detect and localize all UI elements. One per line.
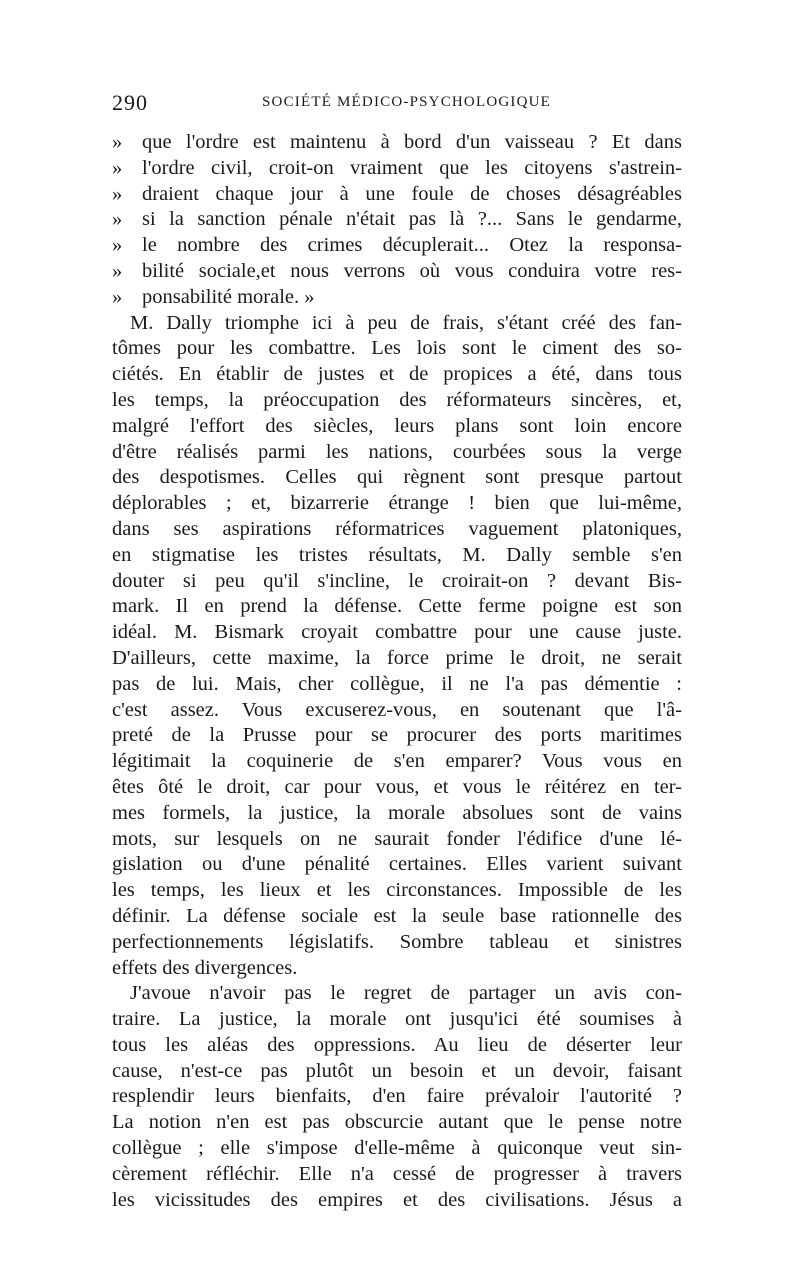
quote-mark: » (112, 259, 123, 282)
line-text: M. Dally triomphe ici à peu de frais, s'étant créé des fan- (130, 311, 682, 334)
line-text: effets des divergences. (112, 956, 298, 979)
text-line (112, 1136, 682, 1162)
text-line (112, 801, 682, 827)
line-text: pas de lui. Mais, cher collègue, il ne l'a pas démentie : (112, 672, 682, 695)
text-line (112, 930, 682, 956)
page-number: 290 (112, 90, 148, 115)
line-text: cause, n'est-ce pas plutôt un besoin et un devoir, faisant (112, 1059, 682, 1082)
quote-mark: » (112, 131, 123, 153)
line-text: mots, sur lesquels on ne saurait fonder l'édifice d'une lé- (112, 827, 682, 850)
line-text: resplendir leurs bienfaits, d'en faire prévaloir l'autorité ? (112, 1085, 682, 1108)
text-line (112, 156, 682, 182)
text-line (112, 414, 682, 440)
text-line (112, 233, 682, 259)
text-line (112, 775, 682, 801)
quote-mark: » (112, 208, 123, 231)
line-text: définir. La défense sociale est la seule base rationnelle des (112, 904, 682, 927)
body-text (112, 130, 682, 1213)
text-line (112, 543, 682, 569)
text-line (112, 465, 682, 491)
text-line (112, 491, 682, 517)
text-line (112, 723, 682, 749)
line-text: malgré l'effort des siècles, leurs plans sont loin encore (112, 414, 682, 437)
line-text: que l'ordre est maintenu à bord d'un vaisseau ? Et dans (142, 131, 682, 153)
line-text: preté de la Prusse pour se procurer des ports maritimes (112, 724, 682, 747)
text-line (112, 904, 682, 930)
line-text: douter si peu qu'il s'incline, le croirait-on ? devant Bis- (112, 569, 682, 592)
line-text: les temps, les lieux et les circonstances. Impossible de les (112, 879, 682, 902)
text-line (112, 517, 682, 543)
line-text: légitimait la coquinerie de s'en emparer? Vous vous en (112, 750, 682, 773)
text-line (112, 207, 682, 233)
line-text: des despotismes. Celles qui règnent sont presque partout (112, 466, 682, 489)
line-text: c'est assez. Vous excuserez-vous, en soutenant que l'â- (112, 698, 682, 721)
text-line (112, 336, 682, 362)
running-title: SOCIÉTÉ MÉDICO-PSYCHOLOGIQUE (262, 94, 552, 110)
text-line (112, 362, 682, 388)
quote-mark: » (112, 285, 123, 308)
text-line (112, 1033, 682, 1059)
line-text: les vicissitudes des empires et des civilisations. Jésus a (112, 1188, 682, 1211)
text-line (112, 698, 682, 724)
line-text: ponsabilité morale. » (142, 285, 315, 308)
text-line (112, 259, 682, 285)
text-line (112, 285, 682, 311)
text-line (112, 646, 682, 672)
text-line (112, 827, 682, 853)
line-text: collègue ; elle s'impose d'elle-même à quiconque veut sin- (112, 1137, 682, 1160)
line-text: si la sanction pénale n'était pas là ?... Sans le gendarme, (142, 208, 682, 231)
line-text: mark. Il en prend la défense. Cette ferme poigne est son (112, 595, 682, 618)
text-line (112, 182, 682, 208)
line-text: dans ses aspirations réformatrices vaguement platoniques, (112, 517, 682, 540)
line-text: traire. La justice, la morale ont jusqu'ici été soumises à (112, 1008, 682, 1031)
page-header (112, 90, 672, 120)
text-line (112, 956, 682, 982)
text-line (112, 620, 682, 646)
text-line (112, 852, 682, 878)
text-line (112, 388, 682, 414)
line-text: les temps, la préoccupation des réformateurs sincères, et, (112, 388, 682, 411)
line-text: tômes pour les combattre. Les lois sont le ciment des so- (112, 337, 682, 360)
line-text: bilité sociale,et nous verrons où vous conduira votre res- (142, 259, 682, 282)
line-text: mes formels, la justice, la morale absolues sont de vains (112, 801, 682, 824)
line-text: gislation ou d'une pénalité certaines. Elles varient suivant (112, 853, 682, 876)
text-line (112, 749, 682, 775)
text-line (112, 594, 682, 620)
line-text: ciétés. En établir de justes et de propices a été, dans tous (112, 363, 682, 386)
text-line (112, 1084, 682, 1110)
line-text: J'avoue n'avoir pas le regret de partager un avis con- (130, 982, 682, 1005)
text-line (112, 311, 682, 337)
text-line (112, 1007, 682, 1033)
line-text: idéal. M. Bismark croyait combattre pour une cause juste. (112, 621, 682, 644)
line-text: tous les aléas des oppressions. Au lieu de déserter leur (112, 1033, 682, 1056)
line-text: La notion n'en est pas obscurcie autant que le pense notre (112, 1111, 682, 1134)
text-line (112, 878, 682, 904)
quote-mark: » (112, 156, 123, 179)
line-text: d'être réalisés parmi les nations, courbées sous la verge (112, 440, 682, 463)
line-text: déplorables ; et, bizarrerie étrange ! bien que lui-même, (112, 492, 682, 515)
text-line (112, 1110, 682, 1136)
line-text: draient chaque jour à une foule de choses désagréables (142, 182, 682, 205)
text-line (112, 440, 682, 466)
quote-mark: » (112, 182, 123, 205)
text-line (112, 569, 682, 595)
text-line (112, 1059, 682, 1085)
line-text: perfectionnements législatifs. Sombre tableau et sinistres (112, 930, 682, 953)
quote-mark: » (112, 234, 123, 257)
line-text: l'ordre civil, croit-on vraiment que les citoyens s'astrein- (142, 156, 682, 179)
line-text: en stigmatise les tristes résultats, M. Dally semble s'en (112, 543, 682, 566)
line-text: le nombre des crimes décuplerait... Otez la responsa- (142, 234, 682, 257)
line-text: D'ailleurs, cette maxime, la force prime le droit, ne serait (112, 646, 682, 669)
text-line (112, 672, 682, 698)
line-text: êtes ôté le droit, car pour vous, et vous le réitérez en ter- (112, 775, 682, 798)
text-line (112, 1162, 682, 1188)
line-text: cèrement réfléchir. Elle n'a cessé de progresser à travers (112, 1162, 682, 1185)
text-line (112, 1188, 682, 1214)
text-line (112, 981, 682, 1007)
text-line (112, 130, 682, 156)
